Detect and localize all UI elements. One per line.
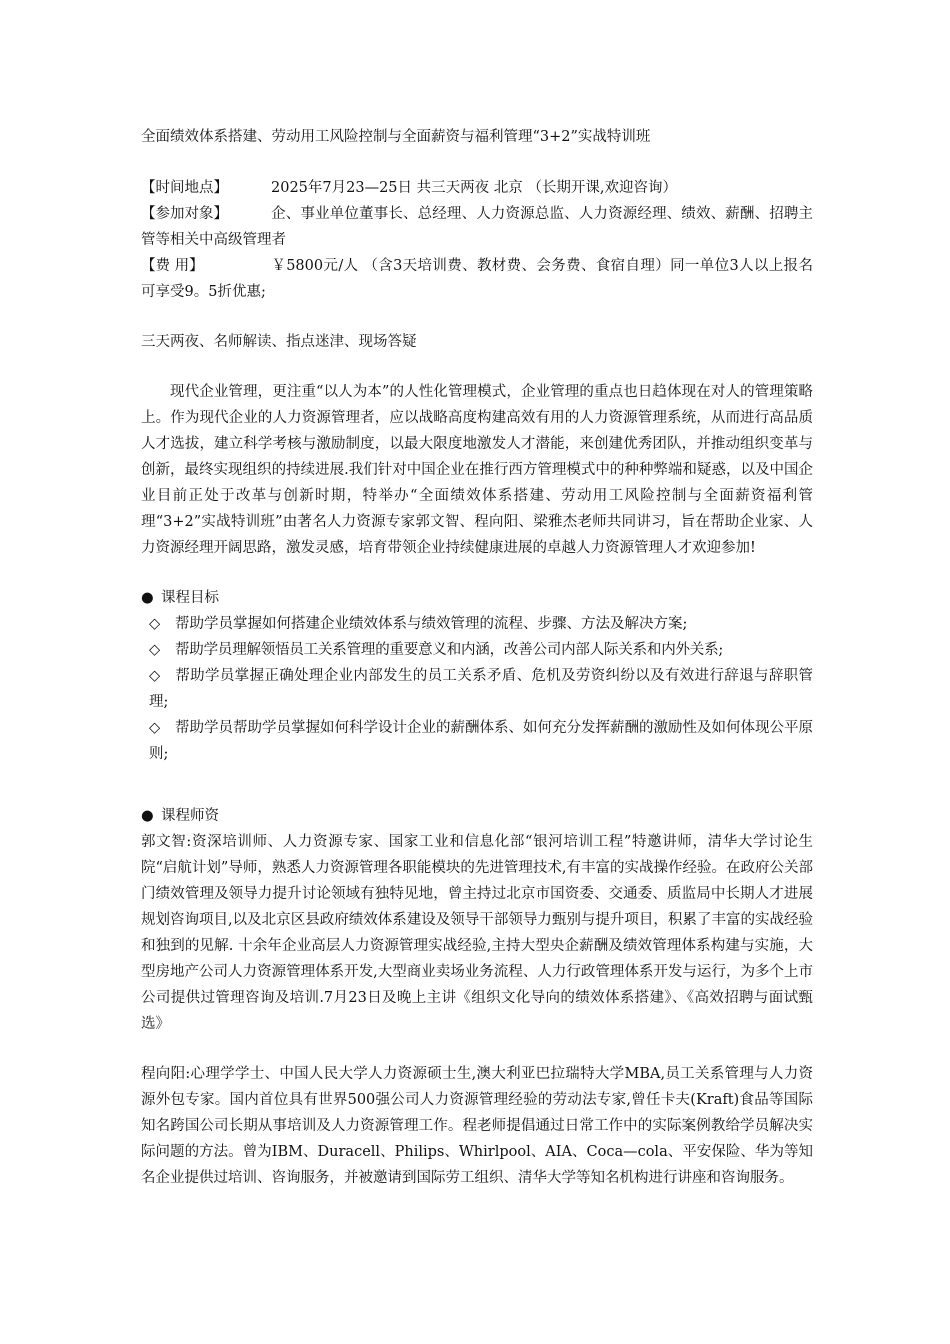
- info-value: 2025年7月23—25日 共三天两夜 北京 （长期开课,欢迎咨询）: [271, 180, 677, 196]
- diamond-icon: ◇: [149, 720, 161, 736]
- goal-text: 帮助学员理解领悟员工关系管理的重要意义和内涵，改善公司内部人际关系和内外关系;: [175, 642, 724, 658]
- info-label: 【时间地点】: [141, 180, 228, 196]
- goal-text: 帮助学员掌握正确处理企业内部发生的员工关系矛盾、危机及劳资纠纷以及有效进行辞退与辞职管理;: [149, 668, 813, 710]
- diamond-icon: ◇: [149, 642, 160, 658]
- teachers-heading: [141, 803, 813, 829]
- bullet-icon: ●: [141, 808, 154, 824]
- info-value: ￥5800元/人 （含3天培训费、教材费、会务费、食宿自理）同一单位3人以上报名可享受9。5折优惠;: [141, 258, 813, 300]
- goal-item: [141, 611, 813, 637]
- goal-item: [141, 663, 813, 715]
- goal-item: [141, 637, 813, 663]
- document-body: [141, 124, 813, 1191]
- intro-paragraph: 现代企业管理，更注重“以人为本”的人性化管理模式，企业管理的重点也日趋体现在对人的管理策略上。作为现代企业的人力资源管理者，应以战略高度构建高效有用的人力资源管理系统，从而进行高品质人才选拔，建立科学考核与激励制度，以最大限度地激发人才潜能，来创建优秀团队，并推动组织变革与创新，最终实现组织的持续进展.我们针对中国企业在推行西方管理模式中的种种弊端和疑惑，以及中国企业目前正处于改革与创新时期，特举办“全面绩效体系搭建、劳动用工风险控制与全面薪资福利管理“3+2”实战特训班”由著名人力资源专家郭文智、程向阳、梁雅杰老师共同讲习，旨在帮助企业家、人力资源经理开阔思路，激发灵感，培育带领企业持续健康进展的卓越人力资源管理人才欢迎参加!: [141, 384, 813, 556]
- goals-heading: [141, 585, 813, 611]
- info-label: 【费 用】: [141, 258, 204, 274]
- info-label: 【参加对象】: [141, 206, 228, 222]
- document-title: 全面绩效体系搭建、劳动用工风险控制与全面薪资与福利管理“3+2”实战特训班: [141, 129, 651, 145]
- tagline: 三天两夜、名师解读、指点迷津、现场答疑: [141, 334, 417, 350]
- bullet-icon: ●: [141, 590, 154, 606]
- info-time-location: [141, 175, 813, 201]
- teacher-bio-cheng: 程向阳:心理学学士、中国人民大学人力资源硕士生,澳大利亚巴拉瑞特大学MBA,员工关系管理与人力资源外包专家。国内首位具有世界500强公司人力资源管理经验的劳动法专家,曾任卡夫(Kraft)食品等国际知名跨国公司长期从事培训及人力资源管理工作。程老师提倡通过日常工作中的实际案例教给学员解决实际问题的方法。曾为IBM、Duracell、Philips、Whirlpool、AIA、Coca—cola、平安保险、华为等知名企业提供过培训、咨询服务，并被邀请到国际劳工组织、清华大学等知名机构进行讲座和咨询服务。: [141, 1066, 813, 1186]
- goal-item: [141, 715, 813, 767]
- diamond-icon: ◇: [149, 668, 161, 684]
- info-value: 企、事业单位董事长、总经理、人力资源总监、人力资源经理、绩效、薪酬、招聘主管等相关中高级管理者: [141, 206, 813, 248]
- goal-text: 帮助学员帮助学员掌握如何科学设计企业的薪酬体系、如何充分发挥薪酬的激励性及如何体现公平原则;: [149, 720, 813, 762]
- goals-heading-text: 课程目标: [161, 590, 219, 606]
- goal-text: 帮助学员掌握如何搭建企业绩效体系与绩效管理的流程、步骤、方法及解决方案;: [175, 616, 688, 632]
- teachers-heading-text: 课程师资: [161, 808, 219, 824]
- teacher-bio-guo: 郭文智:资深培训师、人力资源专家、国家工业和信息化部“银河培训工程”特邀讲师，清华大学讨论生院“启航计划”导师，熟悉人力资源管理各职能模块的先进管理技术,有丰富的实战操作经验。在政府公关部门绩效管理及领导力提升讨论领域有独特见地，曾主持过北京市国资委、交通委、质监局中长期人才进展规划咨询项目,以及北京区县政府绩效体系建设及领导干部领导力甄别与提升项目，积累了丰富的实战经验和独到的见解. 十余年企业高层人力资源管理实战经验,主持大型央企薪酬及绩效管理体系构建与实施，大型房地产公司人力资源管理体系开发,大型商业卖场业务流程、人力行政管理体系开发与运行，为多个上市公司提供过管理咨询及培训.7月23日及晚上主讲《组织文化导向的绩效体系搭建》、《高效招聘与面试甄选》: [141, 834, 813, 1032]
- diamond-icon: ◇: [149, 616, 161, 632]
- info-fee: [141, 253, 813, 305]
- info-audience: [141, 201, 813, 253]
